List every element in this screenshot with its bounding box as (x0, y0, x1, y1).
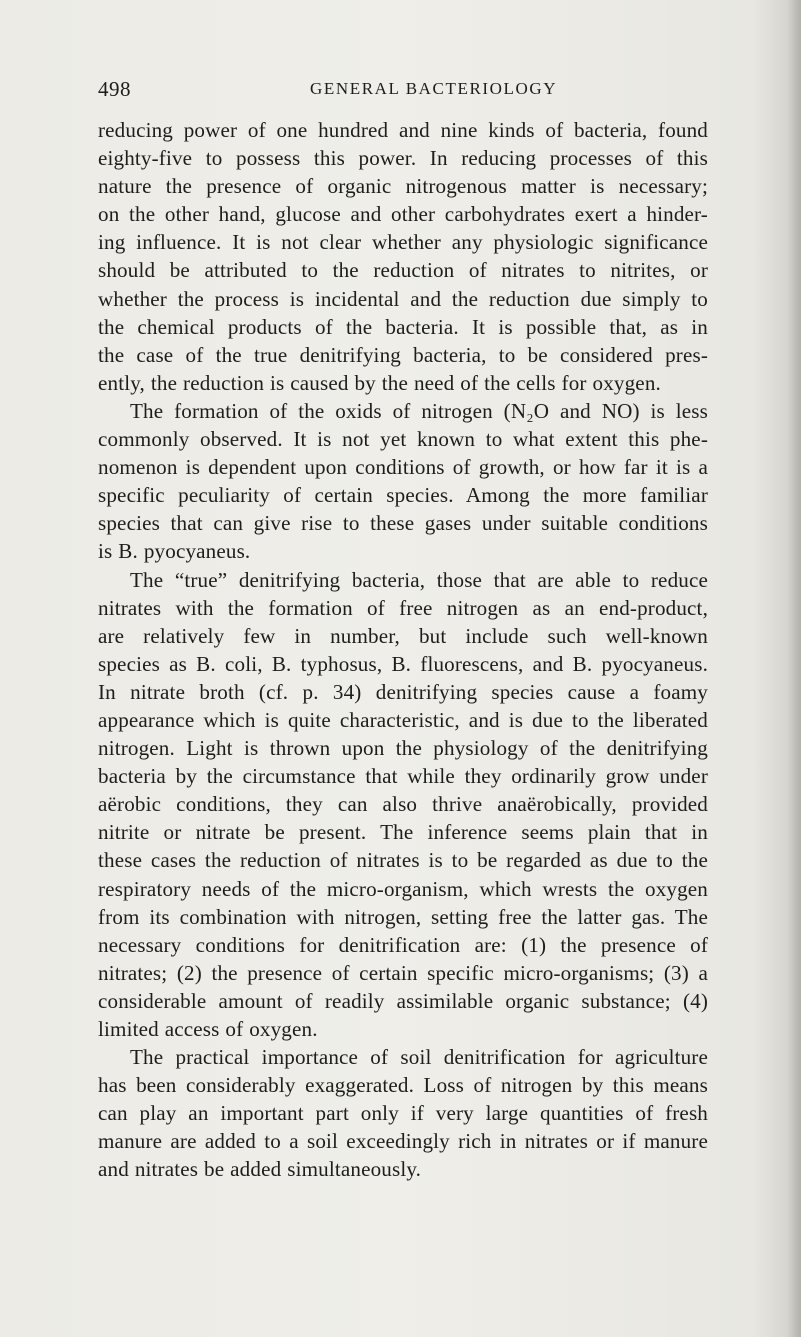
text-line: can play an important part only if very large quantities of fresh (98, 1101, 708, 1126)
text-line: bacteria by the circumstance that while they ordinarily grow under (98, 764, 708, 789)
text-line: has been considerably exaggerated. Loss of nitrogen by this means (98, 1073, 708, 1098)
text-line: the case of the true denitrifying bacteria, to be considered pres- (98, 342, 708, 367)
text-line: nitrates; (2) the presence of certain specific micro-organisms; (3) a (98, 960, 708, 985)
page-number: 498 (98, 77, 131, 101)
text-line: aërobic conditions, they can also thrive anaërobically, provided (98, 792, 708, 817)
text-line: the chemical products of the bacteria. It is possible that, as in (98, 314, 708, 339)
text-line: on the other hand, glucose and other carbohydrates exert a hinder- (98, 202, 708, 227)
text-line: is B. pyocyaneus. (98, 539, 251, 564)
text-line: nature the presence of organic nitrogenous matter is necessary; (98, 174, 708, 199)
text-line: commonly observed. It is not yet known to what extent this phe- (98, 427, 708, 452)
text-line: eighty-five to possess this power. In reducing processes of this (98, 146, 708, 171)
text-line: whether the process is incidental and the reduction due simply to (98, 286, 708, 311)
text-line: considerable amount of readily assimilable organic substance; (4) (98, 988, 708, 1013)
text-line: species as B. coli, B. typhosus, B. fluorescens, and B. pyocyaneus. (98, 651, 708, 676)
running-head: GENERAL BACTERIOLOGY (310, 79, 558, 98)
text-line: are relatively few in number, but include such well-known (98, 623, 708, 648)
text-line: limited access of oxygen. (98, 1017, 318, 1041)
page-edge-shadow (787, 0, 801, 1337)
text-line: from its combination with nitrogen, setting free the latter gas. The (98, 904, 708, 929)
text-line: The formation of the oxids of nitrogen (N₂O and NO) is less (130, 398, 708, 423)
text-line: ing influence. It is not clear whether any physiologic significance (98, 230, 708, 255)
text-line: reducing power of one hundred and nine kinds of bacteria, found (98, 118, 708, 142)
page-header (98, 77, 708, 103)
body-text (98, 116, 708, 1184)
text-line: nitrogen. Light is thrown upon the physiology of the denitrifying (98, 736, 708, 761)
text-line: necessary conditions for denitrification are: (1) the presence of (98, 932, 708, 957)
text-line: nomenon is dependent upon conditions of growth, or how far it is a (98, 455, 708, 480)
text-line: and nitrates be added simultaneously. (98, 1157, 422, 1182)
text-line: these cases the reduction of nitrates is to be regarded as due to the (98, 848, 708, 873)
text-line: The “true” denitrifying bacteria, those that are able to reduce (130, 567, 708, 592)
text-line: species that can give rise to these gases under suitable conditions (98, 511, 708, 536)
text-line: nitrite or nitrate be present. The inference seems plain that in (98, 820, 708, 845)
text-line: appearance which is quite characteristic, and is due to the liberated (98, 707, 708, 732)
text-line: nitrates with the formation of free nitrogen as an end-product, (98, 595, 708, 620)
text-line: respiratory needs of the micro-organism, which wrests the oxygen (98, 876, 708, 901)
text-line: In nitrate broth (cf. p. 34) denitrifying species cause a foamy (98, 679, 708, 704)
text-line: ently, the reduction is caused by the need of the cells for oxygen. (98, 370, 661, 395)
text-line: The practical importance of soil denitrification for agriculture (130, 1045, 708, 1070)
text-line: manure are added to a soil exceedingly rich in nitrates or if manure (98, 1129, 708, 1154)
text-line: specific peculiarity of certain species. Among the more familiar (98, 483, 708, 508)
text-line: should be attributed to the reduction of nitrates to nitrites, or (98, 258, 708, 283)
